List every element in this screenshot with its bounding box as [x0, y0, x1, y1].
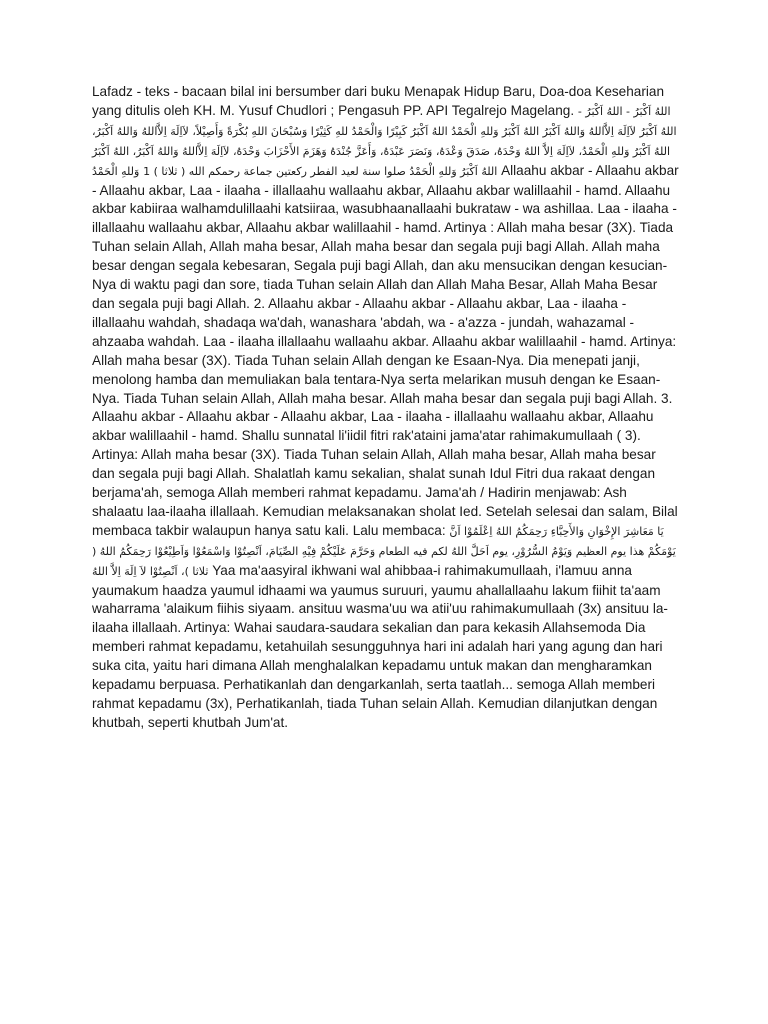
body-text-part-2: Yaa ma'aasyiral ikhwani wal ahibbaa-i rahimakumullaah, i'lamuu anna yaumakum haadza yaumul idhaami wa yaumus suruuri, yaumu ahallallaahu lakum fiihit ta'aam waharrama 'alaikum fiihis siyaam. ansituu wasma'uu wa atii'uu rahimakumullaah (3x) ansituu la-ilaaha illallaah. Artinya: Wahai saudara-saudara sekalian dan para kekasih Allahsemoda Dia memberi rahmat kepadamu, ketahuilah sesungguhnya hari ini adalah hari yang agung dan hari suka cita, yaitu hari dimana Allah menghalalkan kepadamu untuk makan dan mengharamkan kepadamu berpuasa. Perhatikanlah dan dengarkanlah, serta taatlah... semoga Allah memberi rahmat kepadamu (3x), Perhatikanlah, tiada Tuhan selain Allah. Kemudian dilanjutkan dengan khutbah, seperti khutbah Jum'at. — [92, 562, 668, 730]
arabic-shalat-text: اللهُ اَكْبَرُ وَللهِ الْحَمْدُ صلوا سنة لعيد الفطر ركعتين جماعة رحمكم الله ( ثلاثا ) 1 — [143, 164, 498, 178]
document-page — [92, 83, 682, 733]
arabic-takbir-text: اللهُ اَكْبَرُ - اللهُ اَكْبَرُ - اللهُ اَكْبَرُ لاَاِلَهَ اِلاَّاللهُ وَاللهُ اَكْبَرُ اللهُ اَكْبَرُ وَللهِ الْحَمْدُ اللهُ اَكْبَرُ كَبِيْرًا وَالْحَمْدُ للهِ كَثِيْرًا وَسُبْحَانَ اللهِ بُكْرَةً وَأَصِيْلاً، لاَاِلَهَ اِلاَّاللهُ وَاللهُ اَكْبَرُ، اللهُ اَكْبَرُ وَللهِ الْحَمْدُ، لاَاِلَهَ اِلاَّ اللهُ وَحْدَهُ، صَدَقَ وَعْدَهُ، وَنَصَرَ عَبْدَهُ، وَأَعَزَّ جُنْدَهُ وَهَزَمَ الأَحْزَابَ وَحْدَهُ، لاَاِلَهَ اِلاَّاللهُ وَاللهُ اَكْبَرُ، اللهُ اَكْبَرُ وَللهِ الْحَمْدُ — [92, 104, 677, 178]
document-paragraph — [92, 83, 682, 733]
arabic-khutbah-text: يَا مَعَاشِرَ الإِخْوَانِ وَالأَحِبَّاءِ رَحِمَكُمُ اللهُ اِعْلَمُوْا اَنَّ يَوْمَكُمْ هذا يوم العظيم وَيَوْمُ السُّرُوْرِ، يوم اَحَلَّ اللهُ لكم فيه الطعام وَحَرَّمَ عَلَيْكُمْ فِيْهِ الصِّيَامَ، اَنْصِتُوْا وَاسْمَعُوْا وَاَطِيْعُوْا رَحِمَكُمُ اللهُ ( ثلاثا )، اَنْصِتُوْا لاَ اِلَهَ اِلاَّ اللهُ — [92, 524, 676, 578]
body-text-part-1: Allaahu akbar - Allaahu akbar - Allaahu akbar, Laa - ilaaha - illallaahu wallaahu akbar, Allaahu akbar walillaahil - hamd. Allaahu akbar kabiiraa walhamdulillaahi katsiiraa, wasubhaanallaahi bukrataw - wa ashillaa. Laa - ilaaha - illallaahu wallaahu akbar, Allaahu akbar walillaahil - hamd. Artinya : Allah maha besar (3X). Tiada Tuhan selain Allah, Allah maha besar, Allah maha besar dan segala puji bagi Allah. Allah maha besar dengan segala kebesaran, Segala puji bagi Allah, dan aku mensucikan dengan kesucian-Nya di waktu pagi dan sore, tiada Tuhan selain Allah dan Allah Maha Besar, Allah Maha Besar dan segala puji bagi Allah. 2. Allaahu akbar - Allaahu akbar - Allaahu akbar, Laa - ilaaha - illallaahu wahdah, shadaqa wa'dah, wanashara 'abdah, wa - a'azza - jundah, wahazamal - ahzaaba wahdah. Laa - ilaaha illallaahu wallaahu akbar. Allaahu akbar walillaahil - hamd. Artinya: Allah maha besar (3X). Tiada Tuhan selain Allah dengan ke Esaan-Nya. Dia menepati janji, menolong hamba dan memuliakan bala tentara-Nya serta melarikan musuh dengan ke Esaan-Nya. Tiada Tuhan selain Allah, Allah maha besar. Allah maha besar dan segala puji bagi Allah. 3. Allaahu akbar - Allaahu akbar - Allaahu akbar, Laa - ilaaha - illallaahu wallaahu akbar, Allaahu akbar walillaahil - hamd. Shallu sunnatal li'iidil fitri rak'ataini jama'atar rahimakumullaah ( 3). Artinya: Allah maha besar (3X). Tiada Tuhan selain Allah, Allah maha besar, Allah maha besar dan segala puji bagi Allah. Shalatlah kamu sekalian, shalat sunah Idul Fitri dua rakaat dengan berjama'ah, semoga Allah memberi rahmat kepadamu. Jama'ah / Hadirin menjawab: Ash shalaatu laa-ilaaha illallaah. Kemudian melaksanakan sholat Ied. Setelah selesai dan salam, Bilal membaca takbir walaupun hanya satu kali. Lalu membaca: — [92, 162, 679, 538]
intro-text: Lafadz - teks - bacaan bilal ini bersumber dari buku Menapak Hidup Baru, Doa-doa Keseharian yang ditulis oleh KH. M. Yusuf Chudlori ; Pengasuh PP. API Tegalrejo Magelang. — [92, 84, 665, 118]
